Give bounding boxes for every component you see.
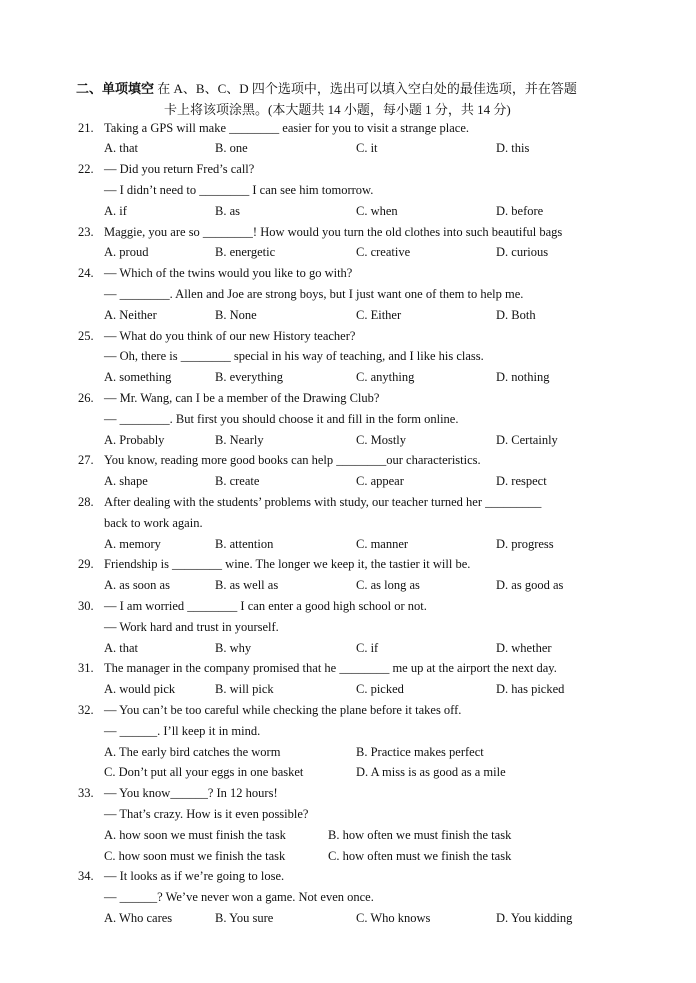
option-a[interactable]: A. Neither — [104, 308, 157, 322]
option-a[interactable]: A. proud — [104, 245, 149, 259]
question-28-options — [0, 534, 696, 554]
question-text: After dealing with the students’ problems with study, our teacher turned her _________ — [104, 495, 542, 509]
option-a[interactable]: A. memory — [104, 537, 161, 551]
option-c[interactable]: C. manner — [356, 537, 409, 551]
question-text: — ________. But first you should choose it and fill in the form online. — [104, 412, 459, 426]
question-number: 32. — [78, 703, 94, 717]
option-a[interactable]: A. as soon as — [104, 578, 170, 592]
question-30-options — [0, 638, 696, 658]
question-number: 21. — [78, 121, 94, 135]
option-d[interactable]: D. nothing — [496, 370, 550, 384]
option-c[interactable]: C. when — [356, 204, 398, 218]
option-b[interactable]: B. one — [215, 141, 248, 155]
question-text: — Which of the twins would you like to go with? — [104, 266, 353, 280]
question-text: The manager in the company promised that he ________ me up at the airport the next day. — [104, 661, 557, 675]
option-b[interactable]: B. how often we must finish the task — [328, 828, 512, 842]
question-text: Friendship is ________ wine. The longer we keep it, the tastier it will be. — [104, 557, 471, 571]
question-text: — Did you return Fred’s call? — [104, 162, 255, 176]
option-d[interactable]: D. curious — [496, 245, 549, 259]
question-text: — I didn’t need to ________ I can see him tomorrow. — [104, 183, 374, 197]
option-a[interactable]: A. The early bird catches the worm — [104, 745, 281, 759]
option-c[interactable]: C. as long as — [356, 578, 420, 592]
question-number: 33. — [78, 786, 94, 800]
question-text: — You know______? In 12 hours! — [104, 786, 278, 800]
option-b[interactable]: B. You sure — [215, 911, 274, 925]
option-c[interactable]: C. picked — [356, 682, 404, 696]
question-27-options — [0, 471, 696, 491]
option-b[interactable]: B. create — [215, 474, 260, 488]
option-a[interactable]: A. would pick — [104, 682, 176, 696]
question-21-options — [0, 138, 696, 158]
question-number: 30. — [78, 599, 94, 613]
question-25-options — [0, 367, 696, 387]
option-a[interactable]: A. Who cares — [104, 911, 173, 925]
question-26-options — [0, 430, 696, 450]
option-d[interactable]: C. how often must we finish the task — [328, 849, 512, 863]
question-text: — Work hard and trust in yourself. — [104, 620, 279, 634]
option-d[interactable]: D. Both — [496, 308, 536, 322]
question-22-options — [0, 201, 696, 221]
question-23-options — [0, 242, 696, 262]
section-header-line1 — [76, 78, 636, 99]
option-d[interactable]: D. has picked — [496, 682, 565, 696]
question-number: 22. — [78, 162, 94, 176]
option-d[interactable]: D. whether — [496, 641, 552, 655]
option-a[interactable]: A. something — [104, 370, 172, 384]
option-b[interactable]: B. as well as — [215, 578, 279, 592]
option-c[interactable]: C. appear — [356, 474, 404, 488]
question-text: — It looks as if we’re going to lose. — [104, 869, 285, 883]
question-34-options — [0, 908, 696, 928]
section-instructions-cont: 卡上将该项涂黑。(本大题共 14 小题，每小题 1 分，共 14 分) — [164, 102, 511, 117]
question-number: 26. — [78, 391, 94, 405]
option-b[interactable]: B. as — [215, 204, 240, 218]
option-d[interactable]: D. as good as — [496, 578, 564, 592]
question-text: Taking a GPS will make ________ easier for you to visit a strange place. — [104, 121, 470, 135]
question-number: 28. — [78, 495, 94, 509]
option-b[interactable]: B. Nearly — [215, 433, 264, 447]
option-a[interactable]: A. Probably — [104, 433, 165, 447]
question-text: — Oh, there is ________ special in his way of teaching, and I like his class. — [104, 349, 484, 363]
option-d[interactable]: D. before — [496, 204, 544, 218]
section-header — [76, 78, 636, 120]
option-d[interactable]: D. this — [496, 141, 530, 155]
option-b[interactable]: B. why — [215, 641, 252, 655]
question-number: 23. — [78, 225, 94, 239]
question-text: You know, reading more good books can help ________our characteristics. — [104, 453, 481, 467]
option-a[interactable]: A. how soon we must finish the task — [104, 828, 286, 842]
question-text: back to work again. — [104, 516, 203, 530]
option-a[interactable]: A. shape — [104, 474, 148, 488]
option-d[interactable]: D. respect — [496, 474, 547, 488]
question-text: Maggie, you are so ________! How would you turn the old clothes into such beautiful bags — [104, 225, 563, 239]
option-d[interactable]: D. Certainly — [496, 433, 558, 447]
question-number: 24. — [78, 266, 94, 280]
question-number: 25. — [78, 329, 94, 343]
question-24-options — [0, 305, 696, 325]
option-d[interactable]: D. You kidding — [496, 911, 573, 925]
option-a[interactable]: A. if — [104, 204, 127, 218]
option-a[interactable]: A. that — [104, 641, 139, 655]
option-b[interactable]: B. will pick — [215, 682, 274, 696]
question-text: — ________. Allen and Joe are strong boys, but I just want one of them to help me. — [104, 287, 524, 301]
option-c[interactable]: C. Don’t put all your eggs in one basket — [104, 765, 304, 779]
option-d[interactable]: D. progress — [496, 537, 554, 551]
option-c[interactable]: C. it — [356, 141, 378, 155]
question-text: — I am worried ________ I can enter a good high school or not. — [104, 599, 427, 613]
question-number: 29. — [78, 557, 94, 571]
question-31-options — [0, 679, 696, 699]
option-b[interactable]: B. everything — [215, 370, 284, 384]
option-c[interactable]: C. how soon must we finish the task — [104, 849, 286, 863]
option-a[interactable]: A. that — [104, 141, 139, 155]
question-text: — Mr. Wang, can I be a member of the Drawing Club? — [104, 391, 380, 405]
question-33-options-row2 — [0, 846, 696, 866]
option-b[interactable]: B. None — [215, 308, 257, 322]
option-b[interactable]: B. Practice makes perfect — [356, 745, 484, 759]
option-c[interactable]: C. anything — [356, 370, 415, 384]
option-c[interactable]: C. if — [356, 641, 379, 655]
option-b[interactable]: B. energetic — [215, 245, 276, 259]
option-b[interactable]: B. attention — [215, 537, 274, 551]
question-text: — That’s crazy. How is it even possible? — [104, 807, 309, 821]
section-instructions: 在 A、B、C、D 四个选项中，选出可以填入空白处的最佳选项，并在答题 — [154, 81, 577, 96]
question-number: 27. — [78, 453, 94, 467]
question-32-options-row2 — [0, 762, 696, 782]
question-text: — You can’t be too careful while checking the plane before it takes off. — [104, 703, 462, 717]
option-c[interactable]: C. Mostly — [356, 433, 407, 447]
question-text: — What do you think of our new History teacher? — [104, 329, 356, 343]
section-title: 二、单项填空 — [76, 81, 155, 96]
question-29-options — [0, 575, 696, 595]
question-32-options-row1 — [0, 742, 696, 762]
option-c[interactable]: C. Who knows — [356, 911, 431, 925]
question-number: 31. — [78, 661, 94, 675]
question-text: — ______? We’ve never won a game. Not even once. — [104, 890, 374, 904]
option-d[interactable]: D. A miss is as good as a mile — [356, 765, 506, 779]
option-c[interactable]: C. creative — [356, 245, 411, 259]
question-33-options-row1 — [0, 825, 696, 845]
option-c[interactable]: C. Either — [356, 308, 402, 322]
question-text: — ______. I’ll keep it in mind. — [104, 724, 261, 738]
question-number: 34. — [78, 869, 94, 883]
